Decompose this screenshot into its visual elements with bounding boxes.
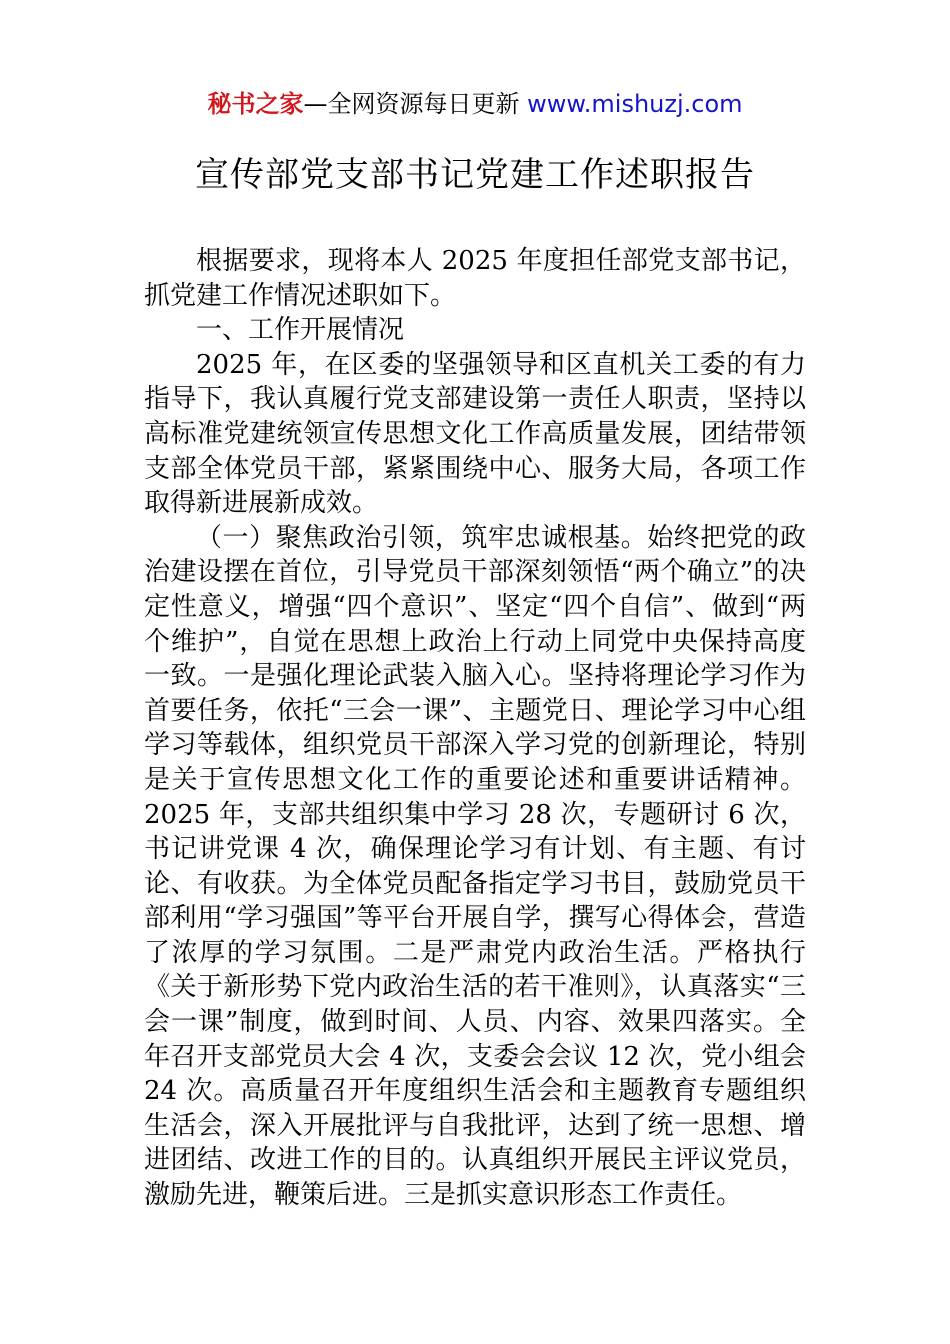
site-header [0, 86, 950, 122]
intro-paragraph: 根据要求，现将本人 2025 年度担任部党支部书记，抓党建工作情况述职如下。 [144, 246, 806, 311]
section-heading: 一、工作开展情况 [196, 315, 405, 346]
document-body [144, 244, 806, 1213]
site-slogan: —全网资源每日更新 [303, 90, 528, 118]
brand-name: 秘书之家 [207, 90, 304, 118]
overview-paragraph: 2025 年，在区委的坚强领导和区直机关工委的有力指导下，我认真履行党支部建设第一责任人职责，坚持以高标准党建统领宣传思想文化工作高质量发展，团结带领支部全体党员干部，紧紧围绕中心、服务大局，各项工作取得新进展新成效。 [144, 349, 806, 519]
political-leadership-paragraph: （一）聚焦政治引领，筑牢忠诚根基。始终把党的政治建设摆在首位，引导党员干部深刻领悟“两个确立”的决定性意义，增强“四个意识”、坚定“四个自信”、做到“两个维护”，自觉在思想上政治上行动上同党中央保持高度一致。一是强化理论武装入脑入心。坚持将理论学习作为首要任务，依托“三会一课”、主题党日、理论学习中心组学习等载体，组织党员干部深入学习党的创新理论，特别是关于宣传思想文化工作的重要论述和重要讲话精神。2025 年，支部共组织集中学习 28 次，专题研讨 6 次，书记讲党课 4 次，确保理论学习有计划、有主题、有讨论、有收获。为全体党员配备指定学习书目，鼓励党员干部利用“学习强国”等平台开展自学，撰写心得体会，营造了浓厚的学习氛围。二是严肃党内政治生活。严格执行《关于新形势下党内政治生活的若干准则》，认真落实“三会一课”制度，做到时间、人员、内容、效果四落实。全年召开支部党员大会 4 次，支委会会议 12 次，党小组会 24 次。高质量召开年度组织生活会和主题教育专题组织生活会，深入开展批评与自我批评，达到了统一思想、增进团结、改进工作的目的。认真组织开展民主评议党员，激励先进，鞭策后进。三是抓实意识形态工作责任。 [144, 522, 806, 1211]
site-url-link[interactable]: www.mishuzj.com [527, 90, 743, 118]
document-title: 宣传部党支部书记党建工作述职报告 [195, 155, 755, 195]
